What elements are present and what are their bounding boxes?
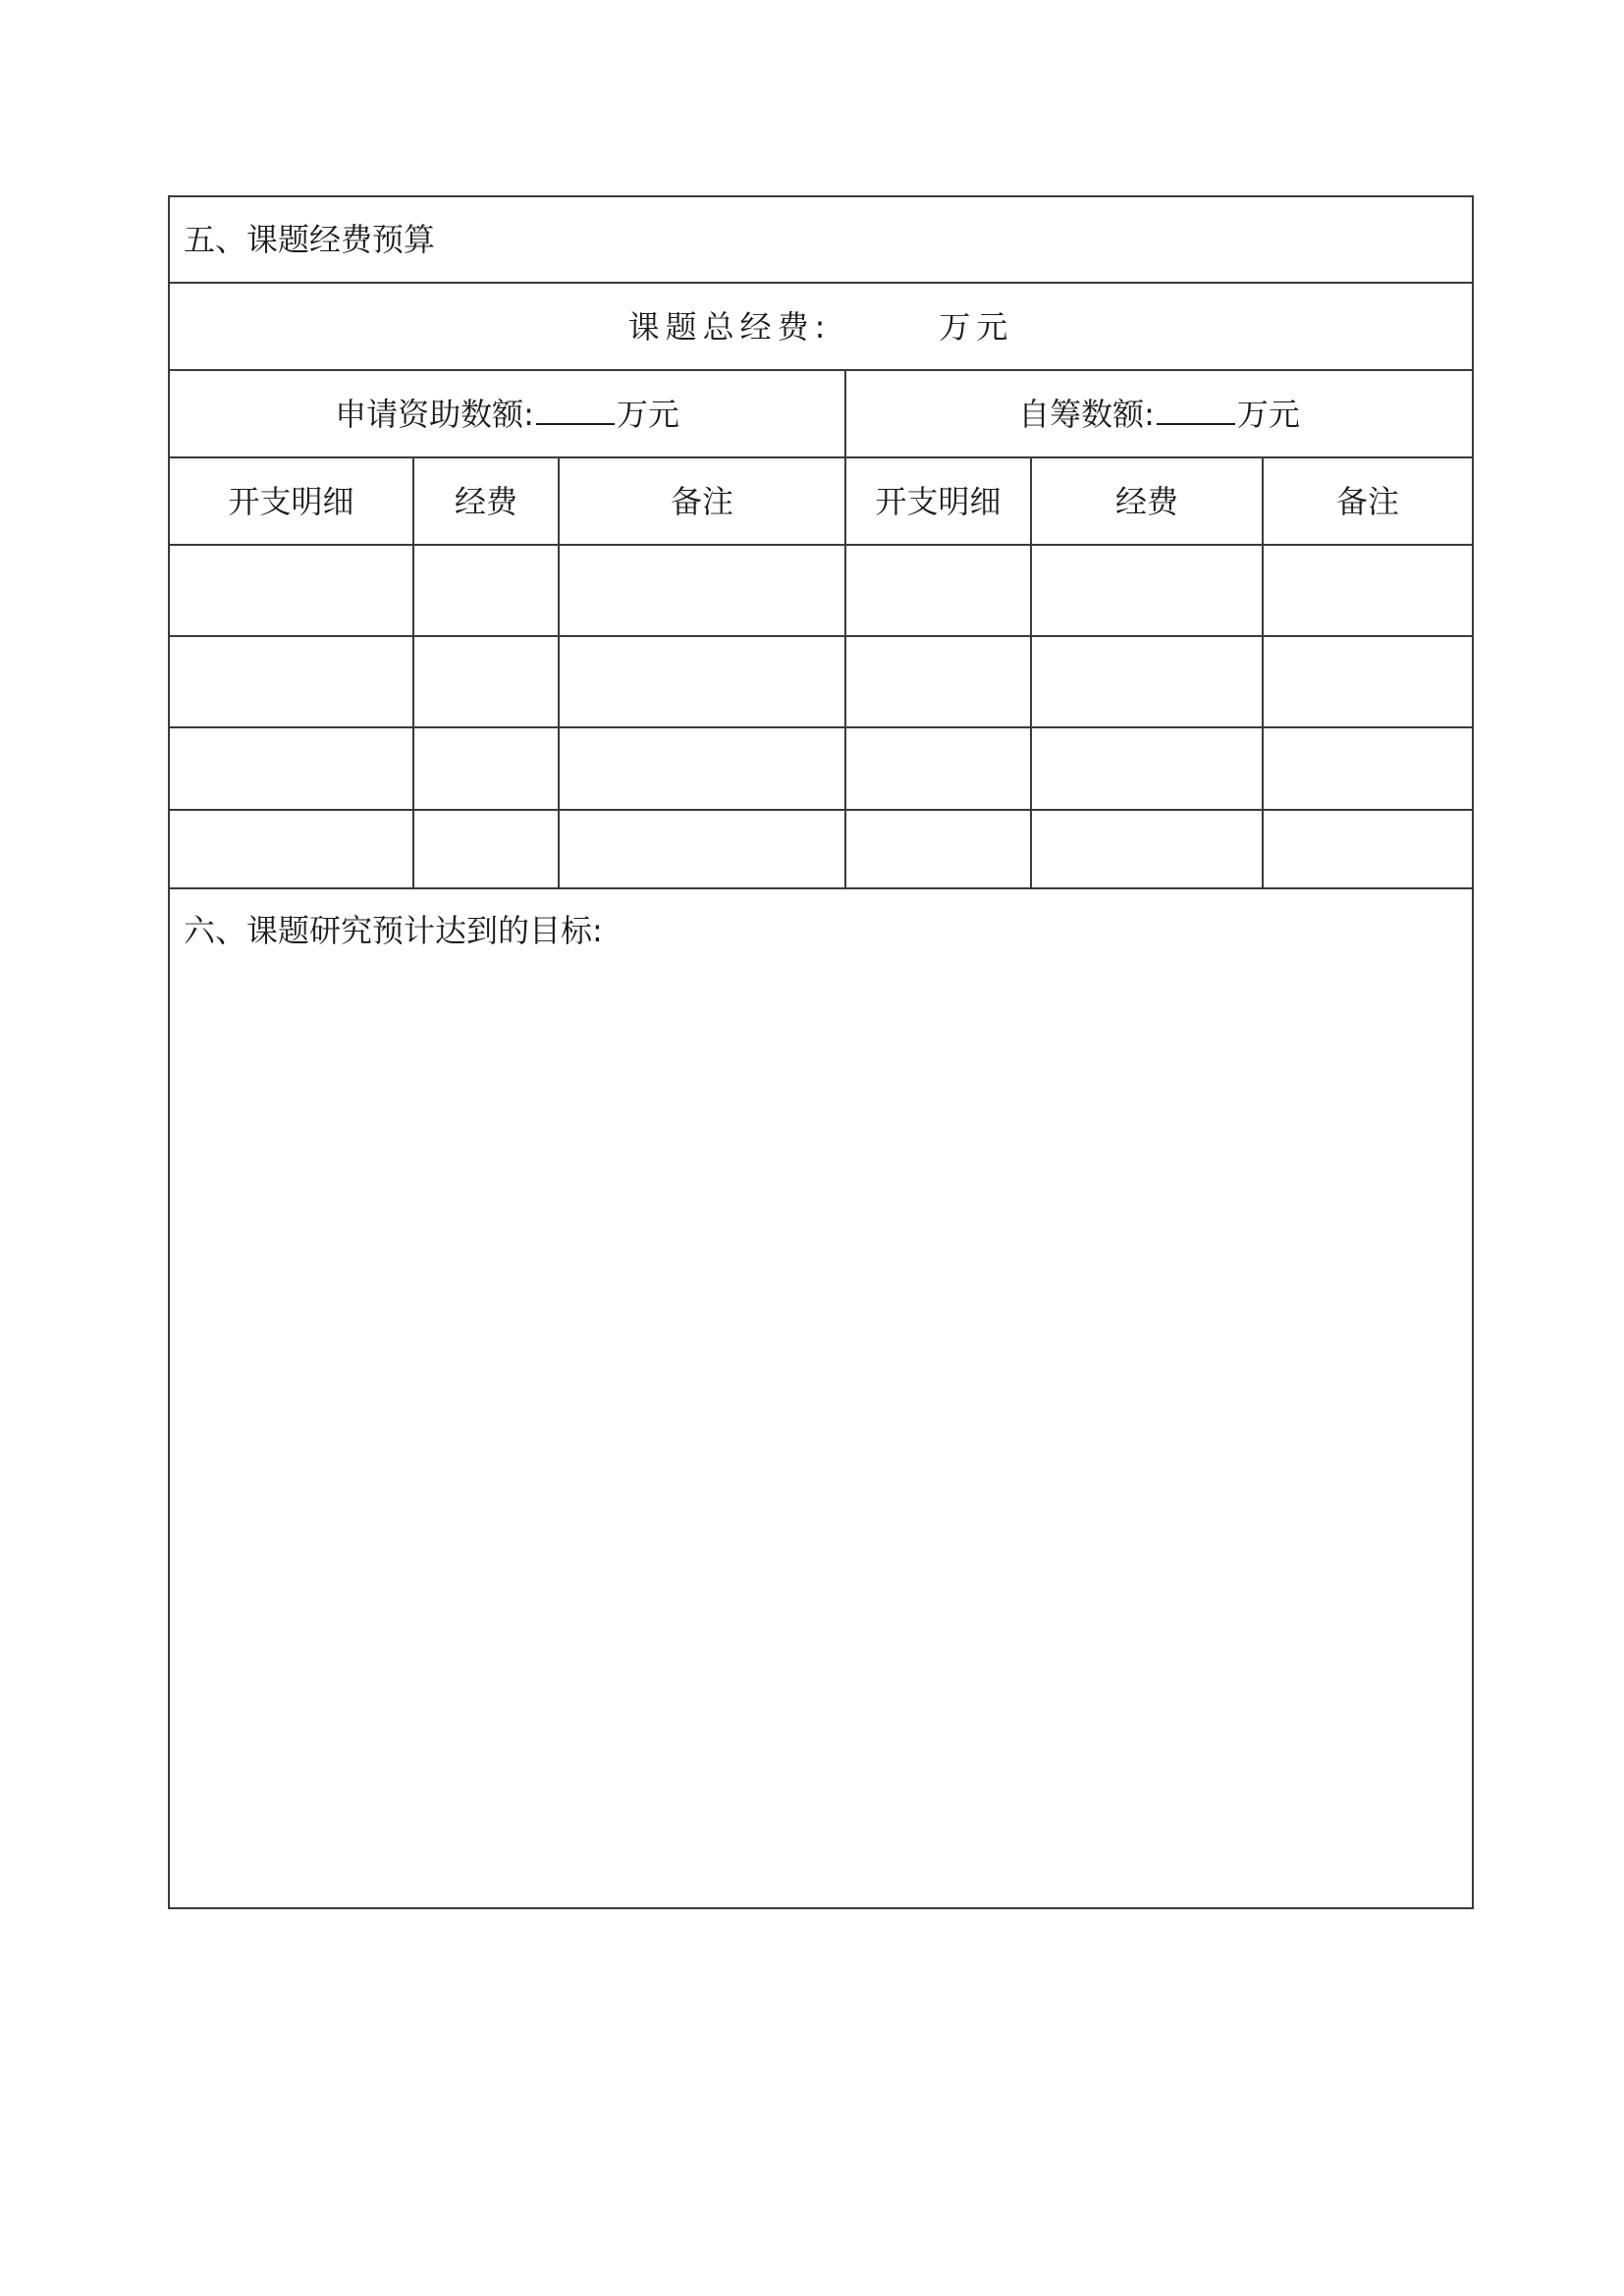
table-cell[interactable] bbox=[558, 637, 844, 726]
table-row bbox=[170, 728, 1472, 811]
self-amount-cell[interactable] bbox=[844, 371, 1472, 456]
table-cell[interactable] bbox=[1262, 811, 1472, 887]
total-budget-cell[interactable] bbox=[170, 284, 1472, 369]
table-cell[interactable] bbox=[844, 637, 1030, 726]
table-cell[interactable] bbox=[1030, 811, 1262, 887]
table-cell[interactable] bbox=[844, 811, 1030, 887]
funding-split-row bbox=[170, 371, 1472, 458]
table-cell[interactable] bbox=[1262, 637, 1472, 726]
table-cell[interactable] bbox=[558, 728, 844, 809]
table-cell[interactable] bbox=[170, 811, 412, 887]
apply-amount-cell[interactable] bbox=[170, 371, 844, 456]
apply-amount-label: 申请资助数额: bbox=[335, 395, 534, 433]
header-expense-item-left: 开支明细 bbox=[228, 482, 354, 520]
table-cell[interactable] bbox=[1262, 546, 1472, 635]
header-amount-right: 经费 bbox=[1030, 458, 1262, 544]
table-cell[interactable] bbox=[170, 637, 412, 726]
table-cell[interactable] bbox=[558, 811, 844, 887]
header-amount-left: 经费 bbox=[412, 458, 558, 544]
table-cell[interactable] bbox=[1262, 728, 1472, 809]
goals-section[interactable] bbox=[170, 889, 1472, 1907]
table-row bbox=[170, 637, 1472, 728]
table-cell[interactable] bbox=[170, 546, 412, 635]
self-amount-label: 自筹数额: bbox=[1018, 395, 1155, 433]
table-row bbox=[170, 811, 1472, 889]
section5-title: 五、课题经费预算 bbox=[184, 221, 436, 258]
header-notes-left: 备注 bbox=[558, 458, 844, 544]
table-cell[interactable] bbox=[844, 546, 1030, 635]
table-cell[interactable] bbox=[412, 811, 558, 887]
table-cell[interactable] bbox=[412, 637, 558, 726]
table-row bbox=[170, 546, 1472, 637]
header-expense-item-right: 开支明细 bbox=[844, 458, 1030, 544]
section6-title: 六、课题研究预计达到的目标: bbox=[184, 912, 603, 949]
table-cell[interactable] bbox=[1030, 546, 1262, 635]
header-notes-right: 备注 bbox=[1262, 458, 1472, 544]
total-budget-row bbox=[170, 284, 1472, 371]
total-budget-label: 课题总经费: bbox=[627, 307, 832, 346]
total-budget-unit: 万元 bbox=[939, 307, 1014, 346]
table-cell[interactable] bbox=[1030, 637, 1262, 726]
table-cell[interactable] bbox=[412, 546, 558, 635]
self-amount-unit: 万元 bbox=[1236, 395, 1300, 433]
section5-title-row bbox=[170, 197, 1472, 284]
table-cell[interactable] bbox=[558, 546, 844, 635]
table-cell[interactable] bbox=[412, 728, 558, 809]
self-amount-blank[interactable] bbox=[1157, 403, 1235, 425]
table-cell[interactable] bbox=[1030, 728, 1262, 809]
budget-header-row bbox=[170, 458, 1472, 546]
apply-amount-blank[interactable] bbox=[536, 403, 615, 425]
apply-amount-unit: 万元 bbox=[616, 395, 679, 433]
table-cell[interactable] bbox=[844, 728, 1030, 809]
budget-form-table bbox=[168, 195, 1474, 1909]
table-cell[interactable] bbox=[170, 728, 412, 809]
